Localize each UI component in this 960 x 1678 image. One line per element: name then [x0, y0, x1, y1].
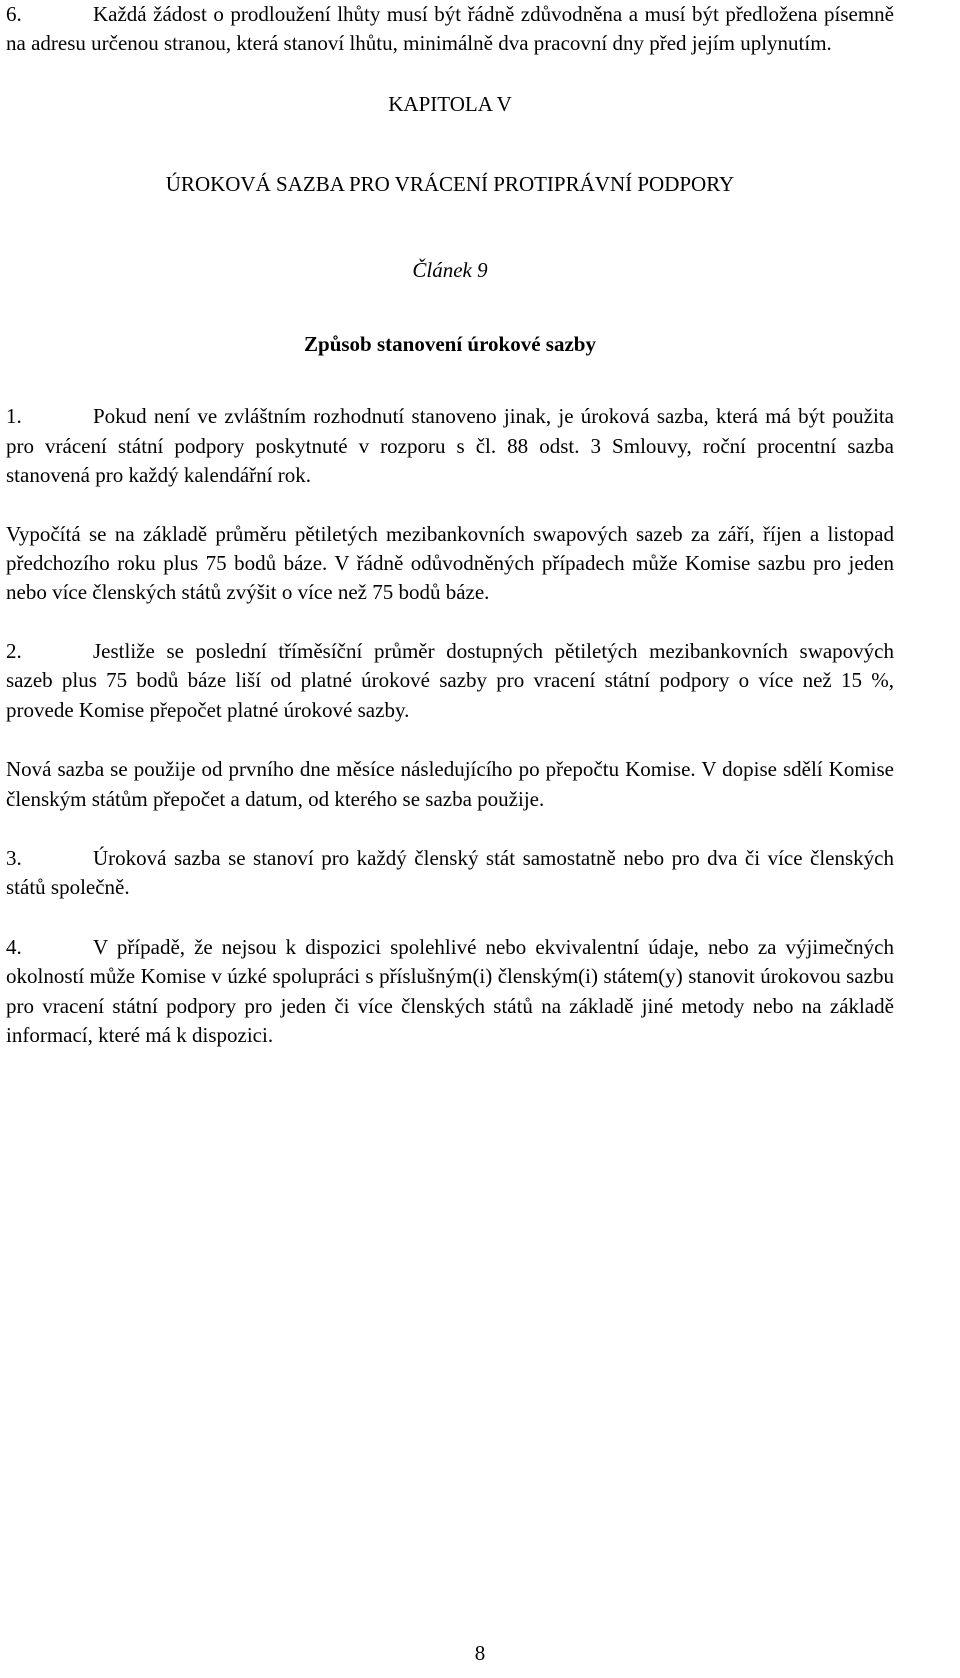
- intro-item-text: Každá žádost o prodloužení lhůty musí být řádně zdůvodněna a musí být předložena písemně na adresu určenou stranou, která stanoví lhůtu, minimálně dva pracovní dny před jejím uplynutím.: [6, 2, 894, 56]
- paragraph-1-continuation: Vypočítá se na základě průměru pětiletých mezibankovních swapových sazeb za září, říjen a listopad předchozího roku plus 75 bodů báze. V řádně odůvodněných případech může Komise sazbu pro jeden nebo více členských států zvýšit o více než 75 bodů báze.: [6, 521, 894, 605]
- paragraph-text: Pokud není ve zvláštním rozhodnutí stanoveno jinak, je úroková sazba, která má být použita pro vrácení státní podpory poskytnuté v rozporu s čl. 88 odst. 3 Smlouvy, roční procentní sazba stanovená pro každý kalendářní rok.: [6, 404, 894, 488]
- paragraph-text: V případě, že nejsou k dispozici spolehlivé nebo ekvivalentní údaje, nebo za výjimečných okolností může Komise v úzké spolupráci s příslušným(i) členským(i) státem(y) stanovit úrokovou sazbu pro vracení státní podpory pro jeden či více členských států na základě jiné metody nebo na základě informací, které má k dispozici.: [6, 934, 894, 1047]
- paragraph-1: [6, 402, 894, 490]
- chapter-title: ÚROKOVÁ SAZBA PRO VRÁCENÍ PROTIPRÁVNÍ PODPORY: [165, 172, 735, 197]
- paragraph-text: Úroková sazba se stanoví pro každý členský stát samostatně nebo pro dva či více členských států společně.: [6, 845, 894, 900]
- intro-item-number: 6.: [6, 2, 22, 26]
- paragraph-text: Jestliže se poslední tříměsíční průměr dostupných pětiletých mezibankovních swapových sazeb plus 75 bodů báze liší od platné úrokové sazby pro vracení státní podpory o více než 15 %, provede Komise přepočet platné úrokové sazby.: [6, 638, 894, 722]
- chapter-heading: KAPITOLA V: [388, 91, 512, 116]
- paragraph-number: 3.: [6, 845, 22, 870]
- paragraph-4: [6, 933, 894, 1051]
- paragraph-number: 1.: [6, 404, 22, 429]
- paragraph-number: 2.: [6, 638, 22, 663]
- paragraph-2: [6, 637, 894, 725]
- intro-item: [6, 0, 894, 59]
- article-title: Způsob stanovení úrokové sazby: [304, 332, 596, 357]
- page-number: 8: [474, 1641, 486, 1665]
- document-page: [6, 0, 894, 1050]
- paragraph-3: [6, 844, 894, 903]
- article-heading: Článek 9: [412, 257, 488, 282]
- paragraph-2-continuation: Nová sazba se použije od prvního dne měsíce následujícího po přepočtu Komise. V dopise sdělí Komise členským státům přepočet a datum, od kterého se sazba použije.: [6, 757, 894, 811]
- paragraph-number: 4.: [6, 934, 22, 959]
